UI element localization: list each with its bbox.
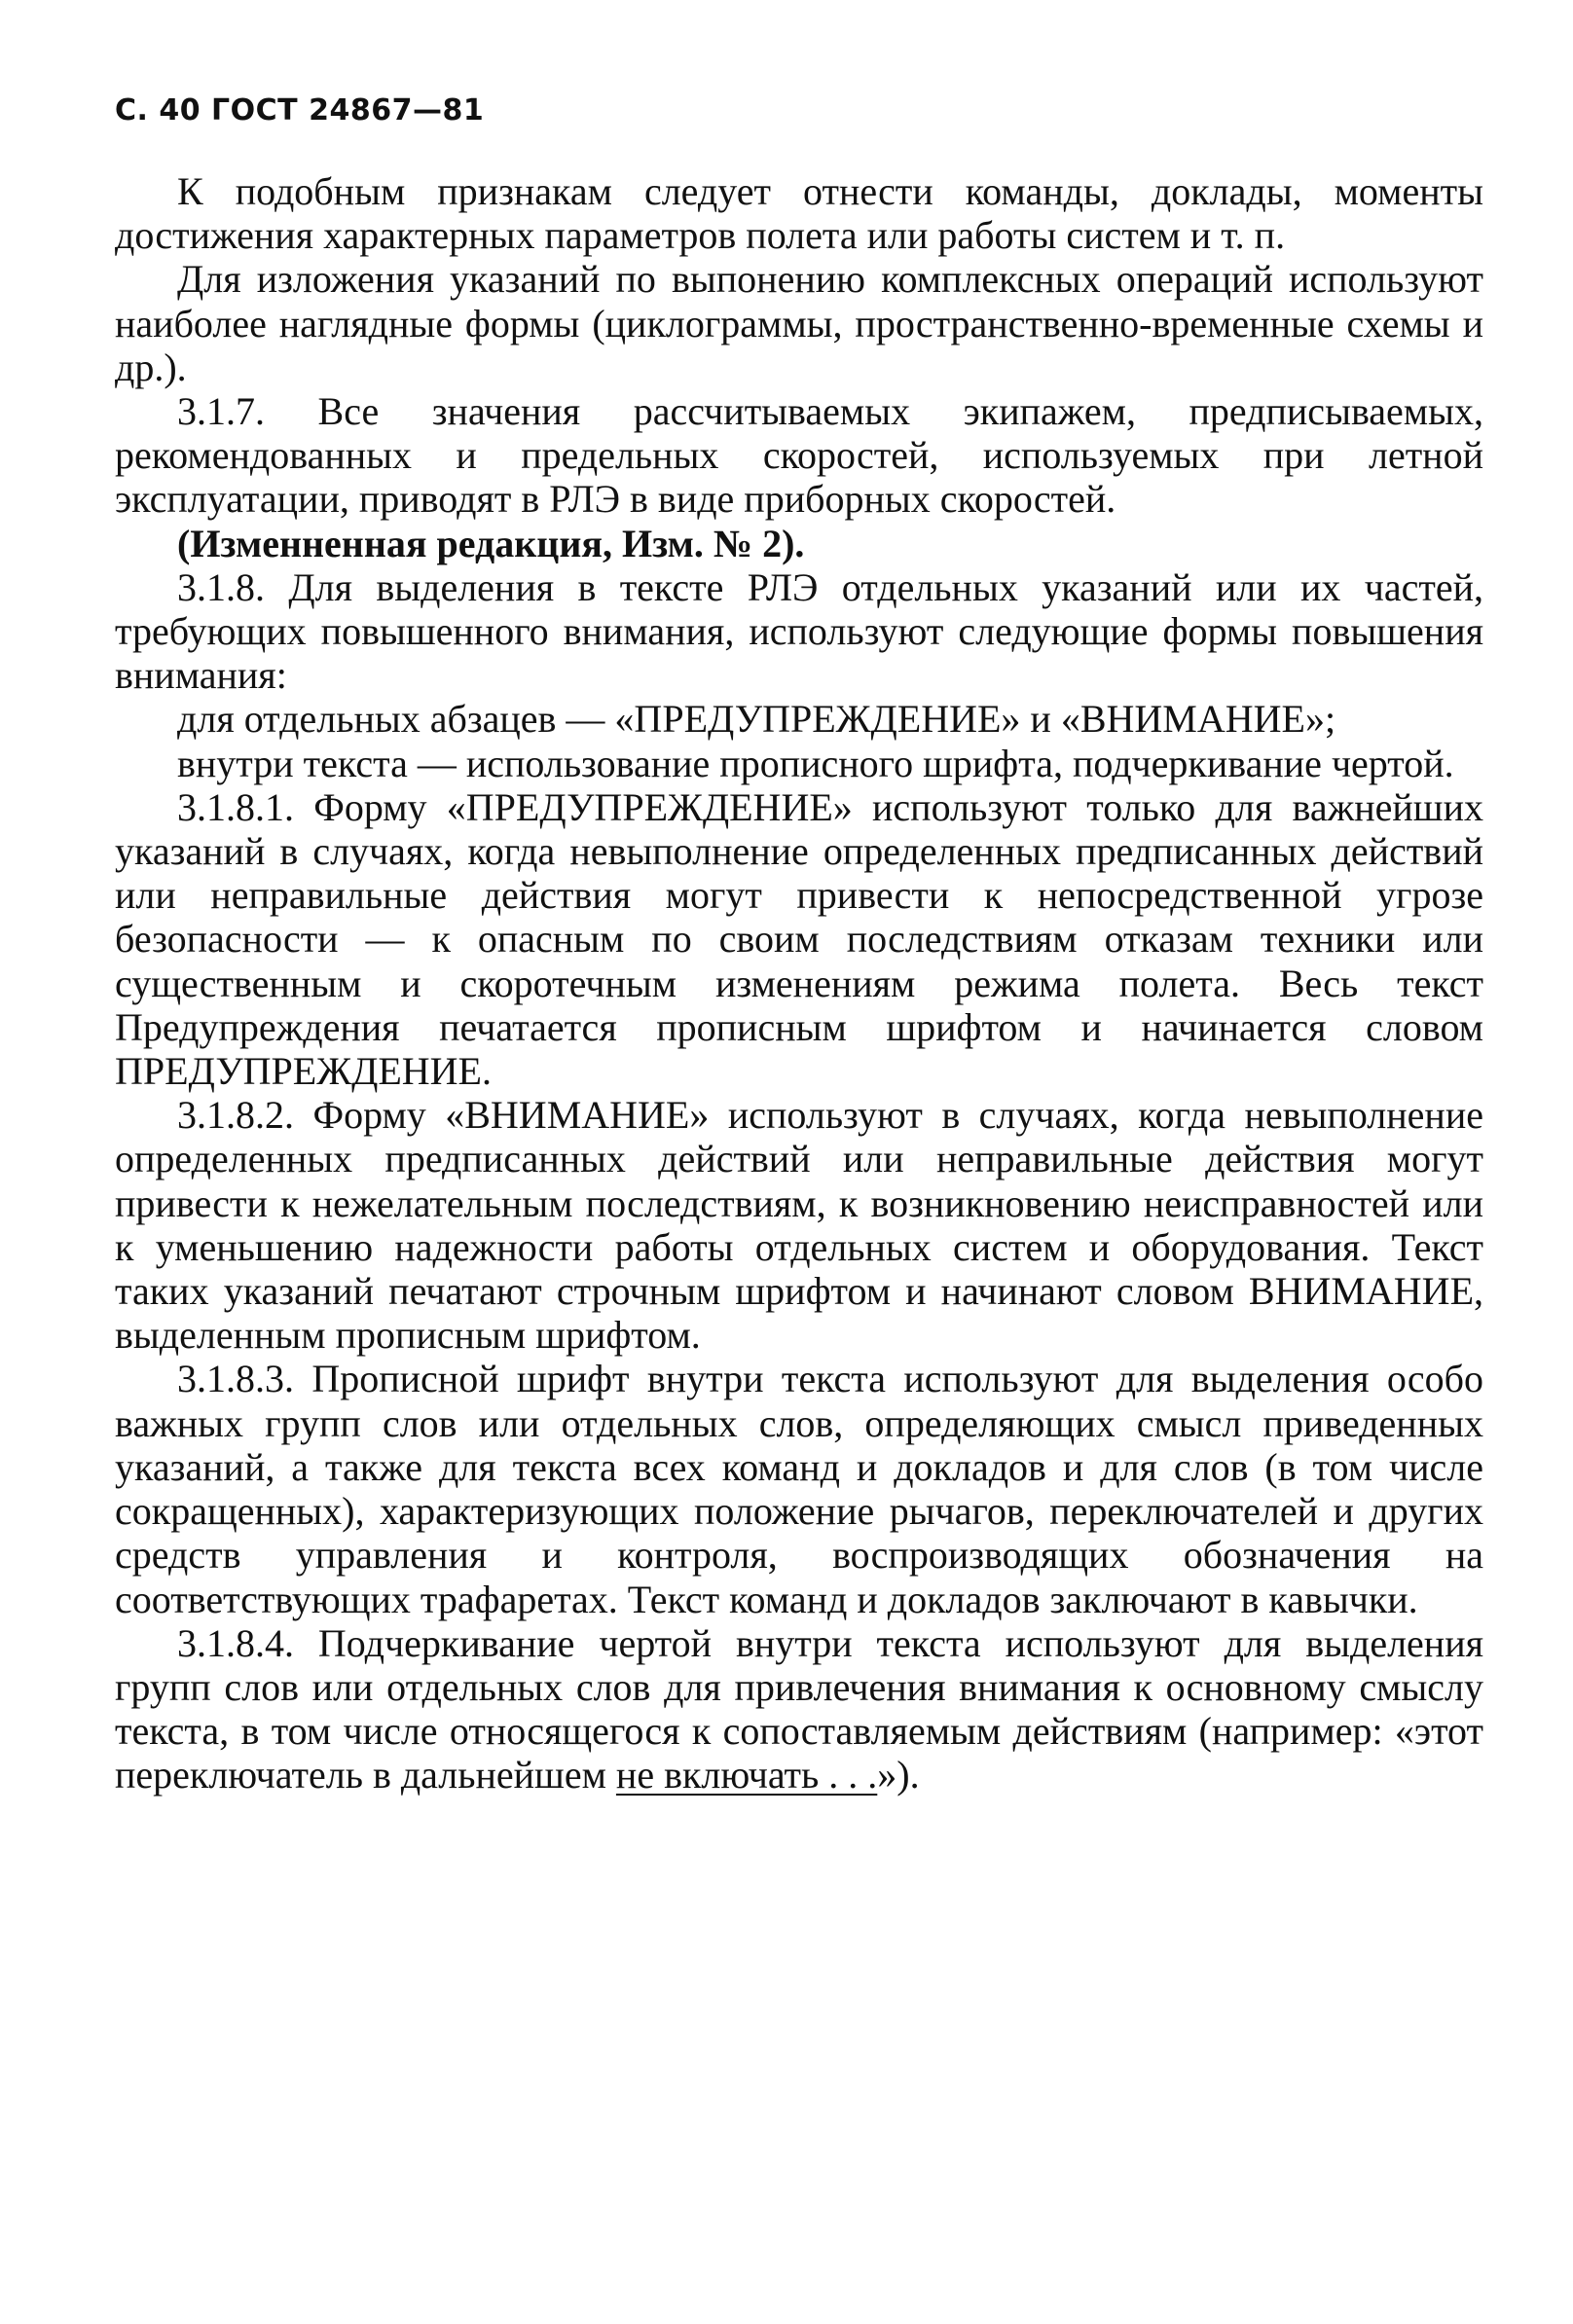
paragraph-3-1-8-4 [115, 1621, 1483, 1797]
amendment-note: (Изменненная редакция, Изм. № 2). [177, 521, 805, 565]
paragraph-3-1-8-3: 3.1.8.3. Прописной шрифт внутри текста используют для выделения особо важных групп слов или отдельных слов, определяющих смысл приведенных указаний, а также для текста всех команд и докладов и для слов (в том числе сокращенных), характеризующих положение рычагов, переключателей и других средств управления и контроля, воспроизводящих обозначения на соответствующих трафаретах. Текст команд и докладов заключают в кавычки. [115, 1357, 1483, 1621]
running-header: С. 40 ГОСТ 24867—81 [115, 93, 485, 127]
underlined-example: не включать . . . [615, 1753, 878, 1797]
list-item-paragraphs: для отдельных абзацев — «ПРЕДУПРЕЖДЕНИЕ» и «ВНИМАНИЕ»; [177, 697, 1336, 742]
paragraph-3-1-7: 3.1.7. Все значения рассчитываемых экипажем, предписываемых, рекомендованных и предельных скоростей, используемых при летной эксплуатации, приводят в РЛЭ в виде приборных скоростей. [115, 389, 1483, 522]
paragraph-complex-operations: Для изложения указаний по выпонению комплексных операций используют наиболее наглядные формы (циклограммы, пространственно-временные схемы и др.). [115, 257, 1483, 389]
list-item-inside-text: внутри текста — использование прописного шрифта, подчеркивание чертой. [177, 741, 1454, 785]
paragraph-3-1-8-4-end: »). [877, 1753, 920, 1797]
paragraph-3-1-8-4-text: 3.1.8.4. Подчеркивание чертой внутри текста используют для выделения групп слов или отдельных слов для привлечения внимания к основному смыслу текста, в том числе относящегося к сопоставляемым действиям (например: «этот переключатель в дальнейшем [115, 1620, 1483, 1797]
paragraph-intro: К подобным признакам следует отнести команды, доклады, моменты достижения характерных параметров полета или работы систем и т. п. [115, 169, 1483, 258]
paragraph-3-1-8: 3.1.8. Для выделения в тексте РЛЭ отдельных указаний или их частей, требующих повышенного внимания, используют следующие формы повышения внимания: [115, 564, 1483, 698]
paragraph-3-1-8-1: 3.1.8.1. Форму «ПРЕДУПРЕЖДЕНИЕ» используют только для важнейших указаний в случаях, когда невыполнение определенных предписанных действий или неправильные действия могут привести к непосредственной угрозе безопасности — к опасным по своим последствиям отказам техники или существенным и скоротечным изменениям режима полета. Весь текст Предупреждения печатается прописным шрифтом и начинается словом ПРЕДУПРЕЖДЕНИЕ. [115, 784, 1483, 1094]
body-text [115, 169, 1483, 1797]
paragraph-3-1-8-2: 3.1.8.2. Форму «ВНИМАНИЕ» используют в случаях, когда невыполнение определенных предписанных действий или неправильные действия могут привести к нежелательным последствиям, к возникновению неисправностей или к уменьшению надежности работы отдельных систем и оборудования. Текст таких указаний печатают строчным шрифтом и начинают словом ВНИМАНИЕ, выделенным прописным шрифтом. [115, 1093, 1483, 1358]
